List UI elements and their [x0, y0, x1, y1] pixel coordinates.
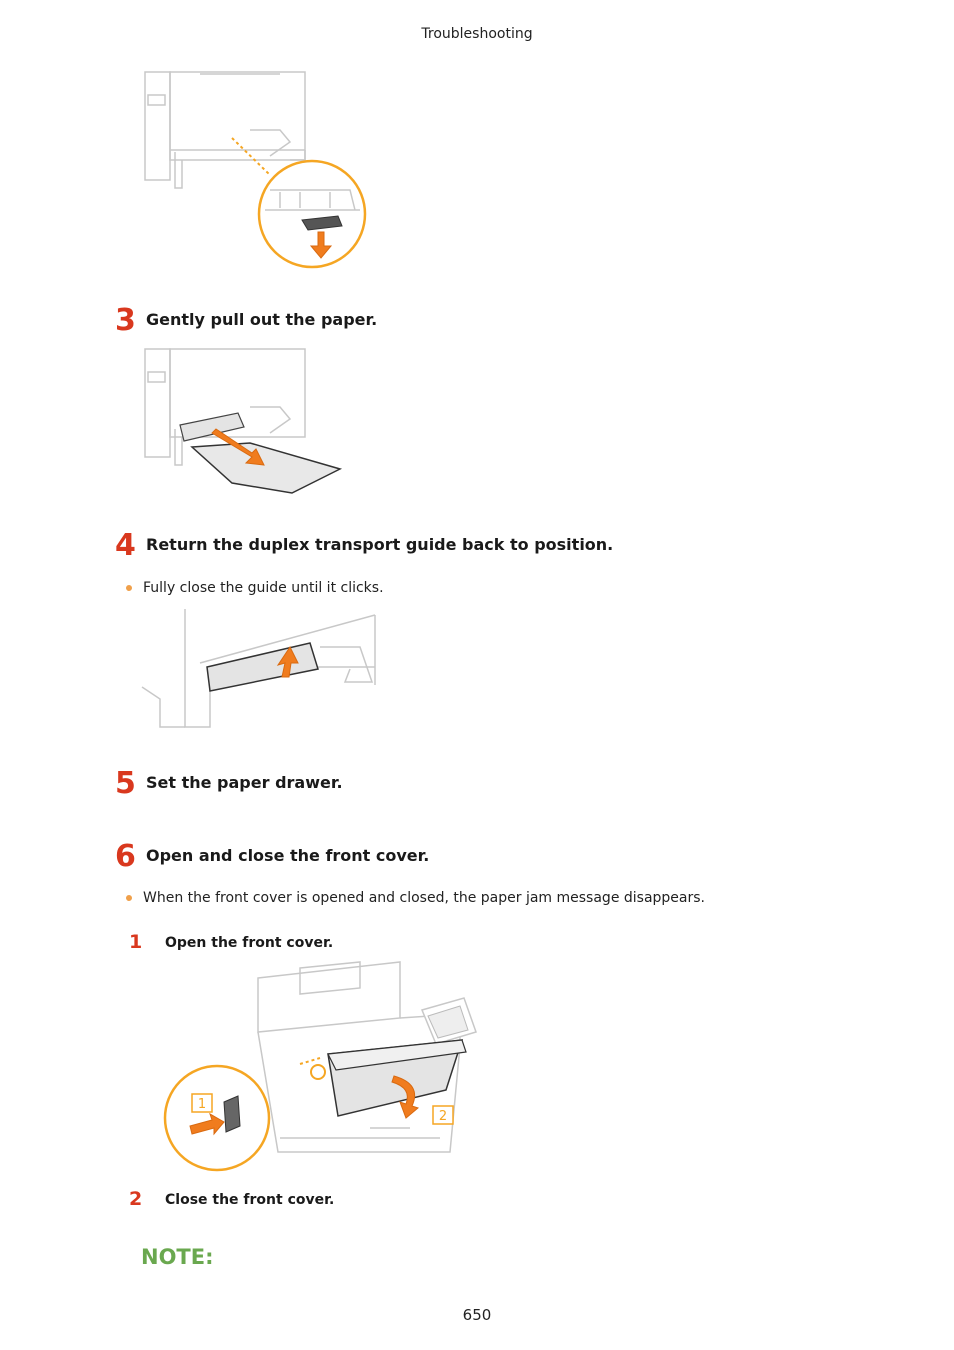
- callout-2: 2: [438, 1109, 448, 1124]
- note-label: NOTE:: [141, 1245, 214, 1269]
- step-title: Open and close the front cover.: [146, 846, 430, 865]
- bullet-text: When the front cover is opened and closed, the paper jam message disappears.: [143, 890, 705, 906]
- open-front-cover-illustration: [160, 958, 505, 1178]
- callout-1: 1: [197, 1097, 207, 1112]
- step-number: 5: [115, 766, 136, 801]
- substep-number: 2: [129, 1188, 143, 1210]
- step-number: 4: [115, 528, 136, 563]
- step-title: Return the duplex transport guide back to position.: [146, 535, 614, 554]
- duplex-guide-release-illustration: [140, 70, 380, 275]
- close-guide-illustration: [140, 607, 380, 737]
- substep-number: 1: [129, 931, 143, 953]
- step-number: 6: [115, 839, 136, 874]
- pull-paper-illustration: [140, 347, 350, 497]
- substep-title: Open the front cover.: [165, 935, 334, 951]
- step-title: Gently pull out the paper.: [146, 310, 378, 329]
- step-number: 3: [115, 303, 136, 338]
- substep-title: Close the front cover.: [165, 1192, 335, 1208]
- page-number: 650: [462, 1306, 492, 1324]
- step-title: Set the paper drawer.: [146, 773, 343, 792]
- bullet-dot: [126, 895, 132, 901]
- bullet-dot: [126, 585, 132, 591]
- bullet-text: Fully close the guide until it clicks.: [143, 580, 384, 596]
- page-header: Troubleshooting: [421, 26, 533, 42]
